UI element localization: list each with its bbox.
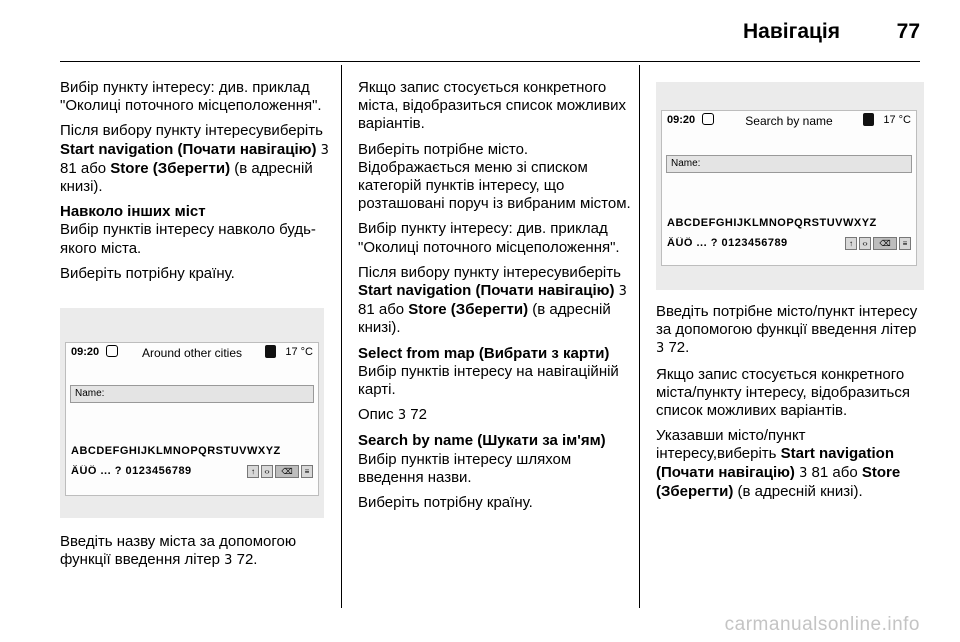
thermometer-icon	[863, 113, 874, 126]
text: 72.	[664, 339, 690, 357]
text: (в адресній книзі).	[60, 159, 313, 196]
keyboard-control-keys	[845, 237, 911, 251]
text: Указавши місто/пункт інтересу,виберіть	[656, 427, 806, 463]
delete-case-icon: ⌫	[873, 237, 897, 250]
column-1	[60, 79, 332, 290]
paragraph: Виберіть потрібну країну.	[60, 264, 235, 282]
paragraph: Вибір пунктів інтересу навколо будь-якого міста.	[60, 221, 316, 257]
letter-keyboard-row: ABCDEFGHIJKLMNOPQRSTUVWXYZ	[71, 445, 281, 457]
menu-option-start-navigation: Start navigation (Почати навігацію)	[60, 140, 317, 158]
text: Після вибору пункту інтересувиберіть	[60, 122, 323, 140]
screen-title: Search by name	[745, 114, 833, 128]
paragraph: Якщо запис стосується конкретного міста, відобразиться список можливих варіантів.	[358, 79, 627, 133]
text: 72	[406, 406, 427, 424]
menu-option-start-navigation: Start navigation (Почати навігацію)	[656, 445, 895, 481]
page-ref-arrow-icon: 3	[224, 553, 233, 569]
shift-icon: ↑	[247, 465, 259, 478]
section-heading: Select from map (Вибрати з карти)	[358, 344, 610, 362]
text: Після вибору пункту інтересувиберіть	[358, 263, 621, 281]
screen-status-bar	[662, 111, 916, 129]
menu-option-store: Store (Зберегти)	[656, 463, 901, 500]
paragraph: Вибір пунктів інтересу на навігаційній карті.	[358, 362, 619, 399]
symbol-keyboard-row: ÄÜÖ ... ? 0123456789	[667, 237, 788, 249]
section-heading: Навколо інших міст	[60, 203, 206, 221]
column-1-bottom	[60, 533, 332, 577]
screen-status-bar	[66, 343, 318, 361]
temperature: 17 °C	[285, 346, 313, 358]
text: (в адресній книзі).	[733, 482, 863, 500]
text: Введіть потрібне місто/пункт інтересу за допомогою функції введення літер	[656, 303, 918, 339]
section-heading: Search by name (Шукати за ім'ям)	[358, 432, 606, 450]
paragraph: Вибір пункту інтересу: див. приклад "Околиці поточного місцеположення".	[60, 79, 322, 115]
header-rule	[60, 61, 920, 62]
watermark: carmanualsonline.info	[724, 614, 920, 635]
menu-option-store: Store (Зберегти)	[408, 301, 529, 319]
paragraph: Виберіть потрібне місто. Відображається меню зі списком категорій пунктів інтересу, що розташовані поруч із вибраним містом.	[358, 140, 631, 213]
text: 81 або	[60, 159, 111, 177]
paragraph	[60, 533, 332, 570]
paragraph: Виберіть потрібну країну.	[358, 494, 533, 512]
paragraph	[656, 427, 926, 501]
cursor-icon: ‹›	[261, 465, 273, 478]
page-ref-arrow-icon: 3	[656, 341, 665, 357]
thermometer-icon	[265, 345, 276, 358]
temperature: 17 °C	[883, 114, 911, 126]
column-3	[656, 303, 926, 508]
page-title: Навігація	[742, 20, 840, 43]
text: 72.	[232, 551, 258, 569]
column-divider-2	[639, 65, 640, 608]
display-screenshot-frame	[60, 308, 324, 518]
letter-keyboard-row: ABCDEFGHIJKLMNOPQRSTUVWXYZ	[667, 217, 877, 229]
menu-option-store: Store (Зберегти)	[110, 159, 231, 177]
menu-option-start-navigation: Start navigation (Почати навігацію)	[358, 282, 615, 300]
page-ref-arrow-icon: 3	[618, 284, 627, 300]
shift-icon: ↑	[845, 237, 857, 250]
text: 81 або	[358, 301, 409, 319]
page-header	[0, 0, 960, 64]
name-input-field: Name:	[70, 385, 314, 403]
page-number: 77	[896, 20, 920, 43]
text: Введіть назву міста за допомогою функції введення літер	[60, 533, 297, 569]
page-ref-arrow-icon: 3	[799, 465, 808, 481]
text: 81 або	[807, 463, 862, 481]
column-divider-1	[341, 65, 342, 608]
display-screen	[65, 342, 319, 496]
paragraph	[358, 264, 634, 338]
keyboard-control-keys	[247, 465, 313, 479]
name-input-field: Name:	[666, 155, 912, 173]
paragraph: Вибір пунктів інтересу шляхом введення назви.	[358, 450, 572, 486]
symbol-keyboard-row: ÄÜÖ ... ? 0123456789	[71, 465, 192, 477]
list-icon: ≡	[899, 237, 911, 250]
display-screenshot-frame	[656, 82, 924, 290]
paragraph: Вибір пункту інтересу: див. приклад "Околиці поточного місцеположення".	[358, 220, 620, 256]
column-2	[358, 79, 634, 519]
clock-time: 09:20	[667, 114, 696, 126]
text: Опис	[358, 406, 398, 424]
paragraph	[60, 122, 332, 196]
cursor-icon: ‹›	[859, 237, 871, 250]
display-screen	[661, 110, 917, 266]
page-ref-arrow-icon: 3	[320, 142, 329, 158]
screen-title: Around other cities	[141, 346, 243, 360]
paragraph	[656, 303, 926, 359]
delete-case-icon: ⌫	[275, 465, 299, 478]
page-ref-arrow-icon: 3	[397, 408, 407, 424]
text: (в адресній книзі).	[358, 301, 611, 337]
paragraph: Якщо запис стосується конкретного міста/пункту інтересу, відобразиться список можливих варіантів.	[656, 365, 910, 420]
paragraph	[358, 406, 634, 425]
list-icon: ≡	[301, 465, 313, 478]
clock-time: 09:20	[71, 346, 100, 358]
